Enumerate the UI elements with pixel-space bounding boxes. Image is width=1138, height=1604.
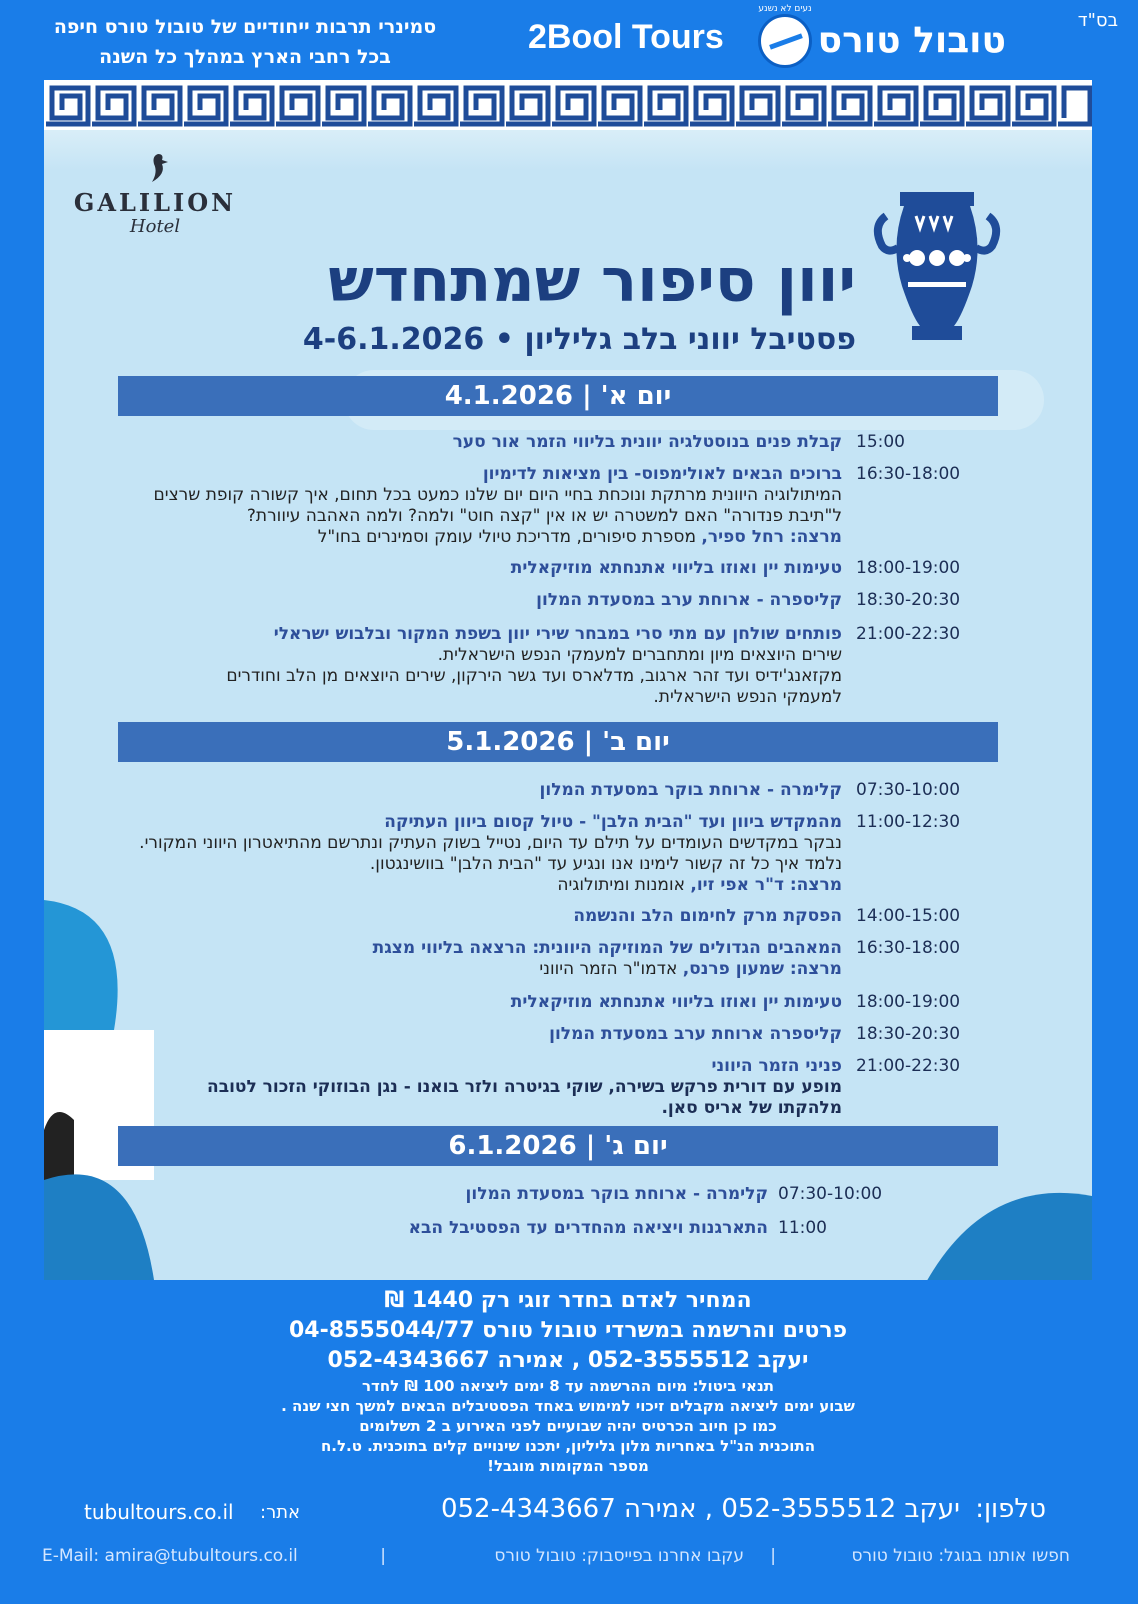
festival-subtitle: פסטיבל יווני בלב גליליון • 4-6.1.2026 bbox=[302, 322, 856, 357]
seminar-tagline bbox=[20, 12, 470, 72]
lecturer-desc: אדמו"ר הזמר היווני bbox=[539, 959, 683, 979]
plane-logo-icon bbox=[758, 14, 812, 68]
price-line: המחיר לאדם בחדר זוגי רק 1440 ₪ bbox=[384, 1288, 752, 1313]
event-desc: מופע עם דורית פרקש בשירה, שוקי בגיטרה ולזר בואנו - נגן הבוזוקי הזכור לטובה bbox=[207, 1077, 842, 1097]
phone-numbers: יעקב 052-3555512 , אמירה 052-4343667 bbox=[440, 1494, 960, 1524]
event-desc: שירים היוצאים מיון ומתחברים למעמקי הנפש הישראלית. bbox=[437, 645, 842, 665]
event-title: קלימרה - ארוחת בוקר במסעדת המלון bbox=[465, 1184, 768, 1204]
bsd-mark: בס"ד bbox=[1077, 10, 1118, 31]
phone-label: טלפון: bbox=[975, 1494, 1046, 1524]
lecturer-desc: אומנות ומיתולוגיה bbox=[557, 875, 691, 895]
limited-seats: מספר המקומות מוגבל! bbox=[487, 1457, 649, 1475]
event-time: 16:30-18:00 bbox=[856, 464, 961, 484]
contact-line: פרטים והרשמה במשרדי טובול טורס 04-8555044/77 bbox=[288, 1318, 848, 1343]
event-desc: ל"תיבת פנדורה" האם למשטרה יש או אין "קצה חוט" ולמה? ולמה האהבה עיוורת? bbox=[246, 506, 842, 526]
event-time: 18:30-20:30 bbox=[856, 590, 961, 610]
event-time: 11:00 bbox=[778, 1218, 827, 1238]
day3-header: יום ג' | 6.1.2026 bbox=[118, 1126, 998, 1166]
separator: | bbox=[380, 1546, 386, 1566]
santorini-dome-decoration bbox=[924, 1176, 1092, 1280]
lecturer-label: מרצה: שמעון פרנס, bbox=[682, 959, 842, 979]
event-title: קלימרה - ארוחת בוקר במסעדת המלון bbox=[539, 780, 842, 800]
lecturer-desc: מספרת סיפורים, מדריכת טיולי עומק וסמינרים בחו"ל bbox=[317, 527, 702, 547]
brand-name-english: 2Bool Tours bbox=[528, 18, 724, 56]
event-time: 18:00-19:00 bbox=[856, 992, 961, 1012]
greek-key-border bbox=[44, 80, 1092, 130]
event-title: מהמקדש ביוון ועד "הבית הלבן" - טיול קסום ביוון העתיקה bbox=[384, 812, 842, 832]
brand-name-hebrew: טובול טורס bbox=[817, 20, 1006, 61]
lecturer-label: מרצה: ד"ר אפי זיו, bbox=[690, 875, 842, 895]
cancellation-terms: תנאי ביטול: מיום ההרשמה עד 8 ימים ליציאה 100 ₪ לחדר bbox=[361, 1377, 775, 1395]
program-note: התוכנית הנ"ל באחריות מלון גליליון, יתכנו שינויים קלים בתוכנית. ט.ל.ח bbox=[320, 1437, 816, 1455]
event-time: 21:00-22:30 bbox=[856, 1056, 961, 1076]
lecturer-label: מרצה: רחל ספיר, bbox=[701, 527, 842, 547]
event-desc: נבקר במקדשים העומדים על תילם עד היום, נטייל בשוק העתיק ונתרשם מהתיאטרון היווני המקורי. bbox=[139, 833, 842, 853]
event-desc: נלמד איך כל זה קשור לימינו אנו ונגיע עד "הבית הלבן" בוושינגטון. bbox=[369, 854, 842, 874]
event-desc: המיתולוגיה היוונית מרתקת ונוכחת בחיי היום יום שלנו כמעט בכל תחום, איך קשורה קופת שרצים bbox=[153, 485, 842, 505]
price-section bbox=[44, 1280, 1092, 1480]
site-label: אתר: bbox=[260, 1502, 301, 1523]
day1-header: יום א' | 4.1.2026 bbox=[118, 376, 998, 416]
event-title: פניני הזמר היווני bbox=[711, 1056, 842, 1076]
event-desc: מלהקתו של אריס סאן. bbox=[661, 1098, 842, 1118]
seminar-line-1: סמינרי תרבות ייחודיים של טובול טורס חיפה bbox=[53, 16, 437, 38]
event-title: טעימות יין ואוזו בליווי אתנחתא מוזיקאלית bbox=[510, 558, 842, 578]
event-title: קליספרה ארוחת ערב במסעדת המלון bbox=[549, 1024, 842, 1044]
event-time: 11:00-12:30 bbox=[856, 812, 961, 832]
google-search-note: חפשו אותנו בגוגל: טובול טורס bbox=[851, 1546, 1070, 1566]
heron-icon bbox=[144, 152, 174, 190]
event-title: ברוכים הבאים לאולימפוס- בין מציאות לדימיון bbox=[482, 464, 842, 484]
event-title: קבלת פנים בנוסטלגיה יוונית בליווי הזמר אור סער bbox=[452, 432, 842, 452]
event-title: הפסקת מרק לחימום הלב והנשמה bbox=[573, 906, 842, 926]
festival-title: יוון סיפור שמתחדש bbox=[328, 246, 856, 316]
event-time: 07:30-10:00 bbox=[778, 1184, 883, 1204]
top-header bbox=[0, 0, 1138, 80]
footer-contact bbox=[0, 1490, 1138, 1534]
event-time: 18:00-19:00 bbox=[856, 558, 961, 578]
event-time: 15:00 bbox=[856, 432, 905, 452]
separator: | bbox=[770, 1546, 776, 1566]
event-desc: מקזאנג'ידיס ועד זהר ארגוב, מדלארס ועד גשר הירקון, שירים היוצאים מן הלב וחודרים bbox=[226, 666, 842, 686]
facebook-note[interactable]: עקבו אחרנו בפייסבוק: טובול טורס bbox=[494, 1546, 744, 1566]
logo-slogan: נעים לא נשנע bbox=[758, 4, 812, 14]
payment-terms: כמו כן חיוב הכרטיס יהיה שבועיים לפני האירוע ב 2 תשלומים bbox=[359, 1417, 777, 1435]
email-link[interactable]: E-Mail: amira@tubultours.co.il bbox=[42, 1546, 298, 1566]
event-time: 18:30-20:30 bbox=[856, 1024, 961, 1044]
contact-phones: יעקב 052-3555512 , אמירה 052-4343667 bbox=[327, 1348, 809, 1373]
event-time: 16:30-18:00 bbox=[856, 938, 961, 958]
website-link[interactable]: tubultours.co.il bbox=[84, 1500, 234, 1524]
event-title: המאהבים הגדולים של המוזיקה היוונית: הרצאה בליווי מצגת bbox=[372, 938, 842, 958]
event-desc: למעמקי הנפש הישראלית. bbox=[653, 687, 842, 707]
event-title: התארגנות ויציאה מהחדרים עד הפסטיבל הבא bbox=[408, 1218, 768, 1238]
footer-social bbox=[0, 1538, 1138, 1578]
festival-poster bbox=[44, 80, 1092, 1280]
seminar-line-2: בכל רחבי הארץ במהלך כל השנה bbox=[99, 46, 391, 68]
event-title: טעימות יין ואוזו בליווי אתנחתא מוזיקאלית bbox=[510, 992, 842, 1012]
event-time: 14:00-15:00 bbox=[856, 906, 961, 926]
sky-band bbox=[44, 130, 1092, 170]
cancellation-terms: שבוע ימים ליציאה מקבלים זיכוי למימוש באחד הפסטיבלים הבאים למשך חצי שנה . bbox=[281, 1397, 855, 1415]
event-time: 21:00-22:30 bbox=[856, 624, 961, 644]
event-title: קליספרה - ארוחת ערב במסעדת המלון bbox=[536, 590, 842, 610]
event-title: פותחים שולחן עם מתי סרי במבחר שירי יוון בשפת המקור ובלבוש ישראלי bbox=[273, 624, 842, 644]
day2-header: יום ב' | 5.1.2026 bbox=[118, 722, 998, 762]
hotel-name: GALILION bbox=[73, 188, 237, 217]
santorini-dome-decoration bbox=[44, 900, 154, 1280]
greek-vase-icon bbox=[872, 186, 1002, 346]
event-time: 07:30-10:00 bbox=[856, 780, 961, 800]
hotel-sub: Hotel bbox=[129, 216, 181, 237]
